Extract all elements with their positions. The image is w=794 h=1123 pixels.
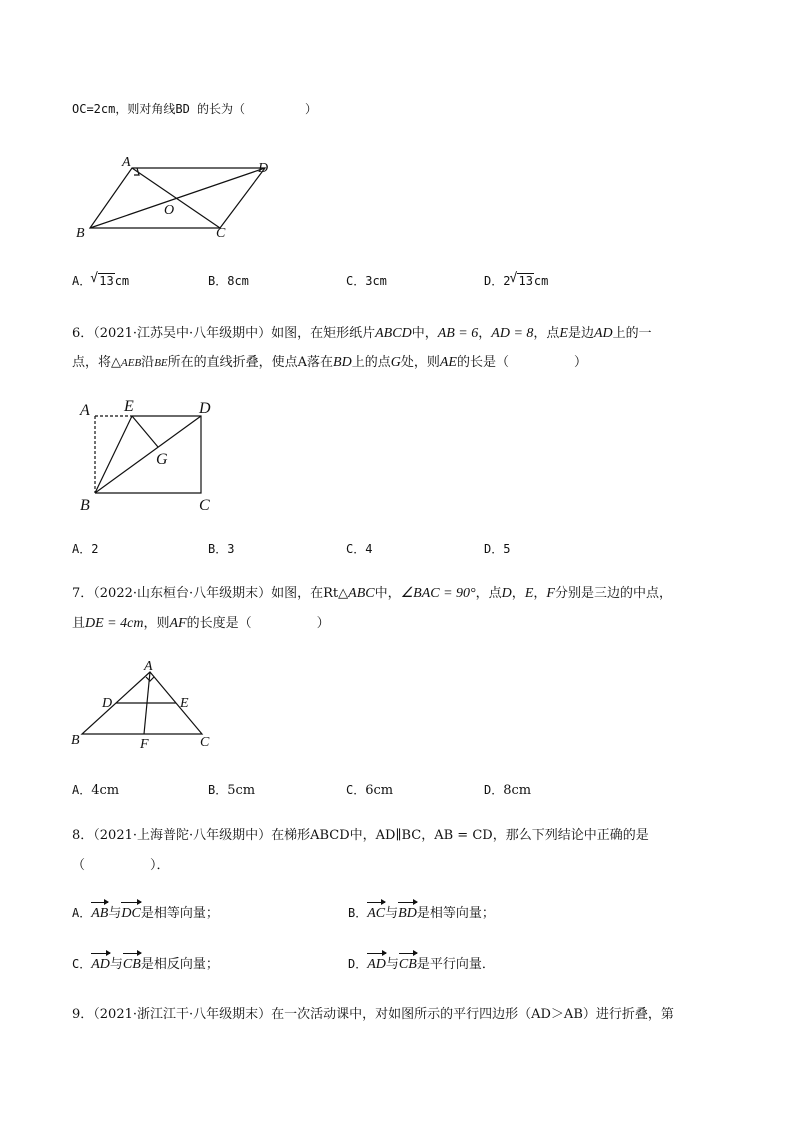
q7-option-c[interactable]: C．6cm [346,783,394,798]
label-c: C [200,735,210,750]
label-a: A [122,155,131,170]
q8-option-a[interactable]: A．AB与DC是相等向量； [72,906,219,921]
label-b: B [76,226,85,241]
q8-stem-line2: （ ）． [72,858,170,873]
label-c: C [216,226,226,241]
label-c: C [199,497,210,514]
label-b: B [80,497,90,514]
diagonal-ac [132,168,220,228]
q7-option-d[interactable]: D．8cm [484,783,532,798]
segment-eg [132,416,158,447]
q6-stem-line2: 点，将△AEB沿BE所在的直线折叠，使点A落在BD上的点G处，则AE的长是（ ） [72,355,587,370]
q8-option-d[interactable]: D．AD与CB是平行向量． [348,957,495,972]
label-g: G [156,451,168,468]
q7-option-a[interactable]: A．4cm [72,783,120,798]
q5-stem-tail: OC=2cm，则对角线BD 的长为（ ） [72,102,318,116]
label-e: E [180,696,189,711]
q7-stem-line2: 且DE = 4cm，则AF的长度是（ ） [72,616,330,631]
q5-option-b[interactable]: B．8cm [208,274,249,288]
label-b: B [71,733,80,748]
label-d: D [199,400,211,417]
label-d: D [102,696,113,711]
segment-be [95,416,132,493]
label-o: O [164,203,175,218]
label-d: D [258,161,269,176]
label-a: A [144,659,153,674]
label-a: A [80,402,90,419]
q8-stem-line1: 8．（2021·上海普陀·八年级期中）在梯形ABCD中，AD∥BC，AB = CD，那么下列结论中正确的是 [72,828,649,843]
q7-stem-line1: 7．（2022·山东桓台·八年级期末）如图，在Rt△ABC中，∠BAC = 90°，点D，E，F分别是三边的中点， [72,586,672,601]
q8-option-c[interactable]: C．AD与CB是相反向量； [72,957,219,972]
q6-option-c[interactable]: C．4 [346,542,373,556]
diagonal-bd [90,168,265,228]
q9-stem-line1: 9．（2021·浙江江干·八年级期末）在一次活动课中，对如图所示的平行四边形（AD＞AB）进行折叠，第 [72,1007,674,1022]
q7-option-b[interactable]: B．5cm [208,783,256,798]
q6-rectangle-figure [72,396,222,516]
label-f: F [140,737,149,750]
q6-option-b[interactable]: B．3 [208,542,235,556]
q5-option-a[interactable]: A．√ 13cm [72,272,129,290]
q5-option-d[interactable]: D．2√ 13cm [484,272,548,290]
q6-option-a[interactable]: A．2 [72,542,99,556]
q6-option-d[interactable]: D．5 [484,542,511,556]
q8-option-b[interactable]: B．AC与BD是相等向量； [348,906,495,921]
q6-stem-line1: 6．（2021·江苏吴中·八年级期中）如图，在矩形纸片ABCD中，AB = 6，AD = 8，点E是边AD上的一 [72,326,652,341]
label-e: E [124,398,134,415]
q5-option-c[interactable]: C．3cm [346,274,387,288]
diagonal-bd [95,416,201,493]
q5-parallelogram-figure [70,150,280,242]
q7-triangle-figure [68,658,218,750]
